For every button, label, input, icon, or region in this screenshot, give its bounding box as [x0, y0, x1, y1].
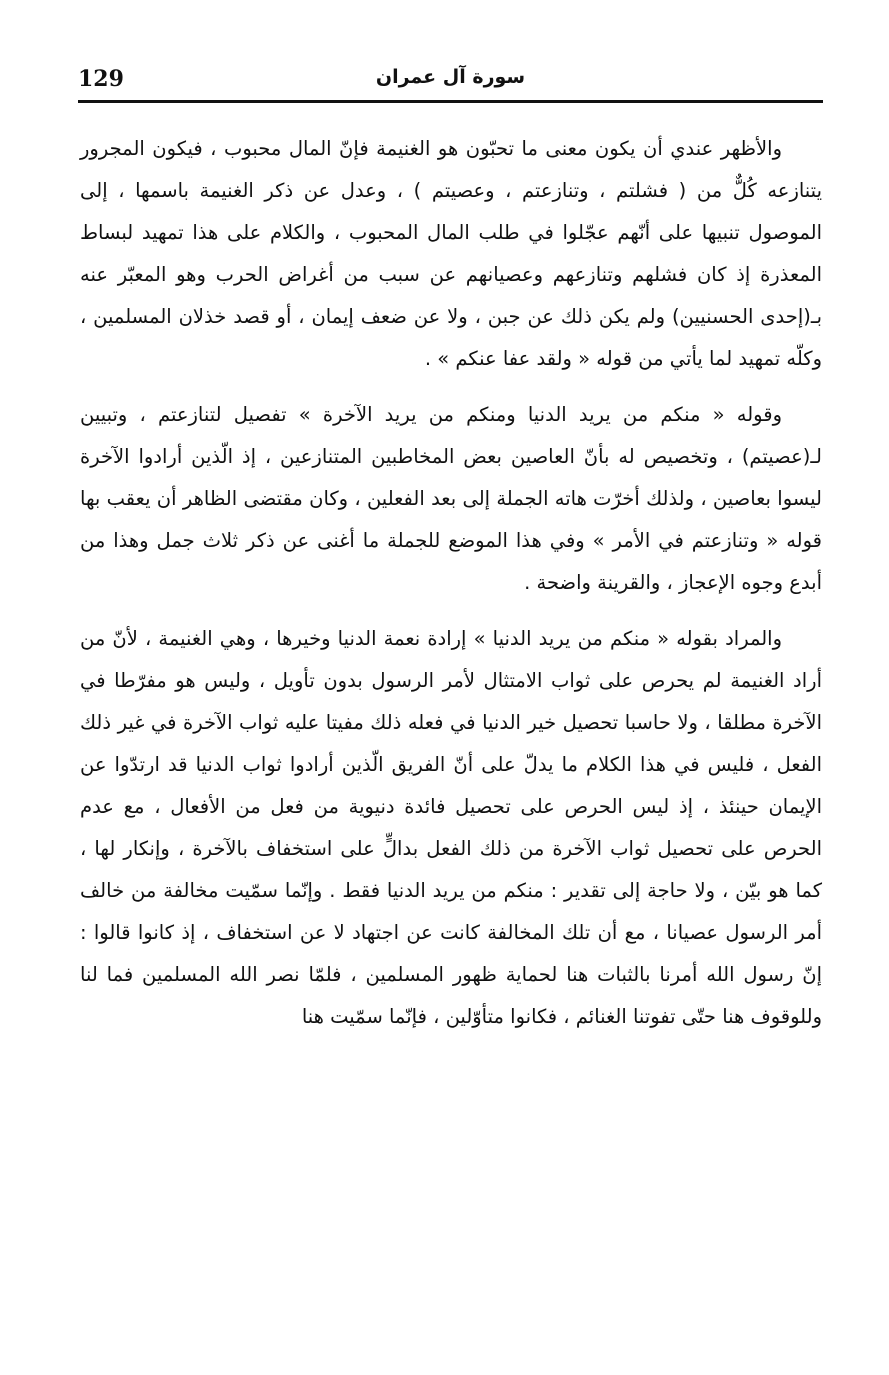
paragraph: وقوله « منكم من يريد الدنيا ومنكم من يريد الآخرة » تفصيل لتنازعتم ، وتبيين لـ(عصيتم) ، وتخصيص له بأنّ العاصين بعض المخاطبين المتنازعين ، إذ الّذين أرادوا الآخرة ليسوا بعاصين ، ولذلك أخرّت هاته الجملة إلى بعد الفعلين ، وكان مقتضى الظاهر أن يعقب بها قوله « وتنازعتم في الأمر » وفي هذا الموضع للجملة ما أغنى عن ذكر ثلاث جمل وهذا من أبدع وجوه الإعجاز ، والقرينة واضحة . [80, 403, 822, 594]
page-number: 129 [78, 66, 124, 92]
body-text [80, 128, 822, 1038]
page-header [78, 60, 823, 104]
running-title: سورة آل عمران [375, 66, 526, 88]
paragraph: والأظهر عندي أن يكون معنى ما تحبّون هو الغنيمة فإنّ المال محبوب ، فيكون المجرور يتنازعه كُلٌّ من ( فشلتم ، وتنازعتم ، وعصيتم ) ، وعدل عن ذكر الغنيمة باسمها ، إلى الموصول تنبيها على أنّهم عجّلوا في طلب المال المحبوب ، والكلام على هذا تمهيد لبساط المعذرة إذ كان فشلهم وتنازعهم وعصيانهم عن سبب من أغراض الحرب وهو المعبّر عنه بـ(إحدى الحسنيين) ولم يكن ذلك عن جبن ، ولا عن ضعف إيمان ، أو قصد خذلان المسلمين ، وكلّه تمهيد لما يأتي من قوله « ولقد عفا عنكم » . [80, 137, 822, 370]
paragraph: والمراد بقوله « منكم من يريد الدنيا » إرادة نعمة الدنيا وخيرها ، وهي الغنيمة ، لأنّ من أراد الغنيمة لم يحرص على ثواب الامتثال لأمر الرسول بدون تأويل ، وليس هو مفرّطا في الآخرة مطلقا ، ولا حاسبا تحصيل خير الدنيا في فعله ذلك مفيتا عليه ثواب الآخرة في غير ذلك الفعل ، فليس في هذا الكلام ما يدلّ على أنّ الفريق الّذين أرادوا ثواب الدنيا قد ارتدّوا عن الإيمان حينئذ ، إذ ليس الحرص على تحصيل فائدة دنيوية من فعل من الأفعال ، مع عدم الحرص على تحصيل ثواب الآخرة من ذلك الفعل بدالٍّ على استخفاف بالآخرة ، وإنكار لها ، كما هو بيّن ، ولا حاجة إلى تقدير : منكم من يريد الدنيا فقط . وإنّما سمّيت مخالفة من خالف أمر الرسول عصيانا ، مع أن تلك المخالفة كانت عن اجتهاد لا عن استخفاف ، إذ كانوا قالوا : إنّ رسول الله أمرنا بالثبات هنا لحماية ظهور المسلمين ، فلمّا نصر الله المسلمين فما لنا وللوقوف هنا حتّى تفوتنا الغنائم ، فكانوا متأوّلين ، فإنّما سمّيت هنا [80, 627, 822, 1028]
header-rule [78, 100, 823, 103]
